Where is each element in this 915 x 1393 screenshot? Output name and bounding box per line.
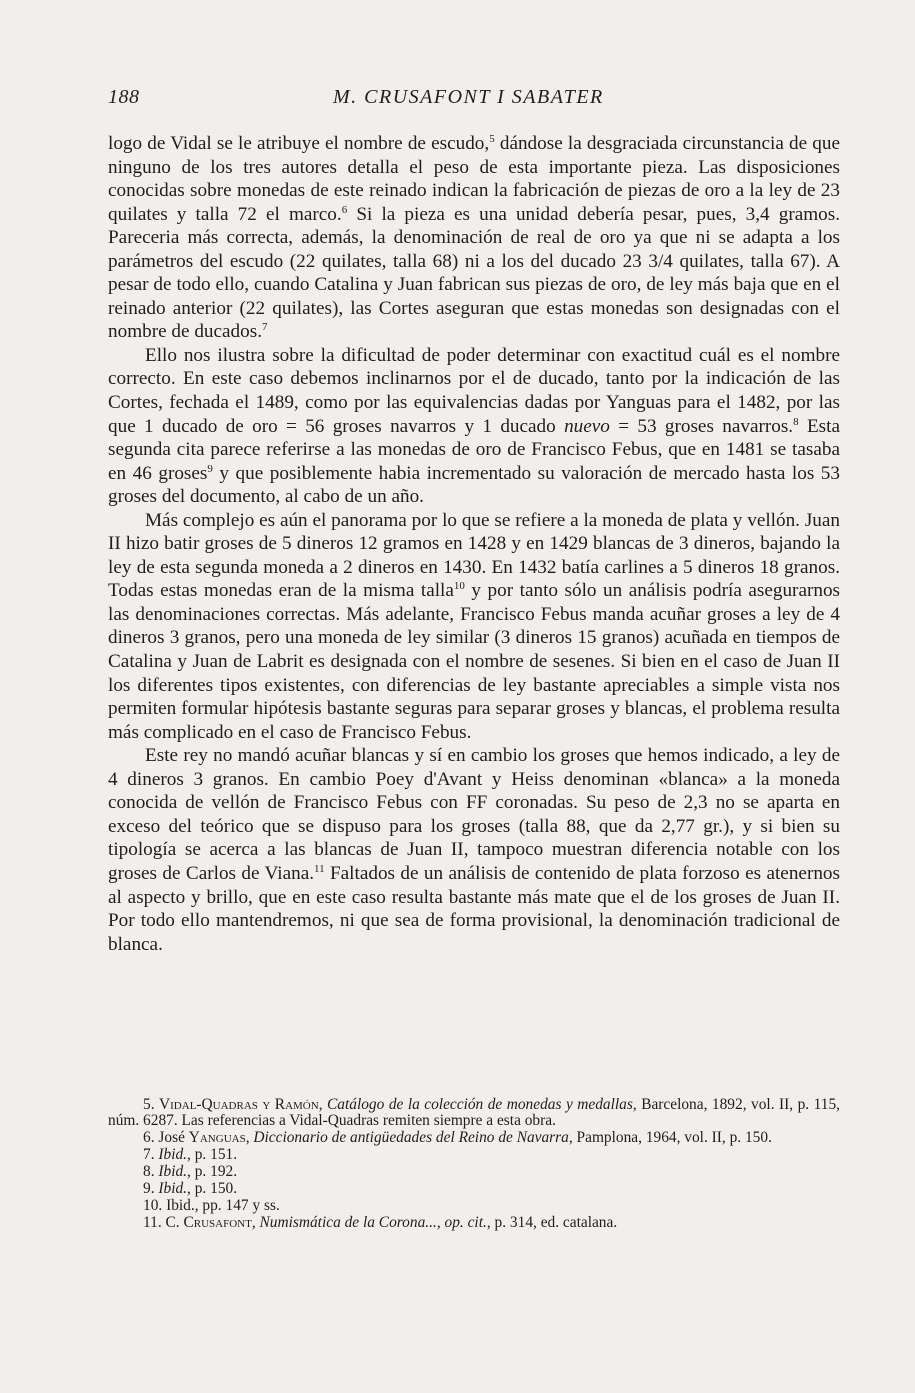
text-run: 8.	[143, 1163, 159, 1180]
footnote-ref: 11	[314, 862, 325, 875]
italic-text: Ibid.	[158, 1180, 188, 1197]
footnote-ref: 6	[341, 203, 348, 216]
text-run: y que posiblemente habia incrementado su valoración de mercado hasta los 53 groses del documento, al cabo de un año.	[108, 462, 840, 508]
text-run: = 53 groses navarros.	[609, 415, 794, 437]
text-run: 9.	[143, 1180, 159, 1197]
text-run: 11. C.	[143, 1214, 184, 1231]
text-run: Ello nos ilustra sobre la dificultad de poder determinar con exactitud cuál es el nombre correcto. En este caso debemos inclinarnos por el de ducado, tanto por la indicación de las Cortes, fechada el 1489, como por las equivalencias dadas por Yanguas para el 1482, por las que 1 ducado de oro = 56 groses navarros y 1 ducado	[108, 344, 840, 437]
text-run: Esta segunda cita parece referirse a las monedas de oro de Francisco Febus, que en 1481 se tasaba en 46 groses	[108, 415, 840, 484]
author-name: Vidal-Quadras y Ramón	[159, 1096, 319, 1113]
author-name: Crusafont	[183, 1214, 252, 1231]
footnote	[108, 1097, 840, 1129]
italic-text: Ibid.	[158, 1163, 188, 1180]
page-header	[108, 86, 848, 116]
footnote	[108, 1164, 840, 1180]
text-run: Este rey no mandó acuñar blancas y sí en cambio los groses que hemos indicado, a ley de 4 dineros 3 granos. En cambio Poey d'Avant y Heiss denominan «blanca» a la moneda conocida de vellón de Francisco Febus con FF coronadas. Su peso de 2,3 no se aparta en exceso del teórico que se dispuso para los groses (talla 88, que da 2,77 gr.), y si bien su tipología se acerca a las blancas de Juan II, tampoco muestran diferencia notable con los groses de Carlos de Viana.	[108, 745, 840, 884]
italic-text: op. cit.	[444, 1214, 487, 1231]
italic-text: nuevo	[564, 415, 610, 437]
text-run: ,	[251, 1214, 260, 1231]
text-run: ,	[245, 1129, 254, 1146]
text-run: , p. 151.	[187, 1146, 238, 1163]
footnotes	[108, 1097, 840, 1232]
text-run: 10. Ibid., pp. 147 y ss.	[143, 1197, 280, 1214]
paragraph	[108, 132, 840, 344]
footnote-ref: 7	[262, 321, 268, 334]
text-run: ,	[436, 1214, 445, 1231]
italic-text: Ibid.	[158, 1146, 188, 1163]
paragraph	[108, 744, 840, 956]
paragraph	[108, 509, 840, 744]
text-run: y por tanto sólo un análisis podría asegurarnos las denominaciones correctas. Más adelante, Francisco Febus manda acuñar groses a ley de 4 dineros 3 granos, pero una moneda de ley similar (3 dineros 15 granos) acuñada en tiempos de Catalina y Juan de Labrit es designada con el nombre de sesenes. Si bien en el caso de Juan II los diferentes tipos existentes, con diferencias de ley bastante apreciables a simple vista nos permiten formular hipótesis bastante seguras para separar groses y blancas, el problema resulta más complicado en el caso de Francisco Febus.	[108, 580, 841, 743]
footnote	[108, 1181, 840, 1197]
text-run: 5.	[143, 1096, 160, 1113]
footnote-ref: 10	[453, 580, 465, 593]
text-run: ,	[318, 1096, 328, 1113]
text-run: , p. 192.	[187, 1163, 238, 1180]
text-run: dándose la desgraciada circunstancia de que ninguno de los tres autores detalla el peso de esta importante pieza. Las disposiciones conocidas sobre monedas de este reinado indican la fabricación de piezas de oro a la ley de 23 quilates y talla 72 el marco.	[108, 133, 840, 225]
text-run: logo de Vidal se le atribuye el nombre de escudo,	[108, 133, 490, 154]
footnote-ref: 8	[793, 415, 799, 428]
page-number: 188	[108, 86, 140, 108]
footnote	[108, 1215, 840, 1231]
footnote	[108, 1147, 840, 1163]
text-run: , Pamplona, 1964, vol. II, p. 150.	[568, 1129, 772, 1146]
text-run: Si la pieza es una unidad debería pesar, pues, 3,4 gramos. Pareceria más correcta, además, la denominación de real de oro ya que ni se adapta a los parámetros del escudo (22 quilates, talla 68) ni a los del ducado 23 3/4 quilates, talla 67). A pesar de todo ello, cuando Catalina y Juan fabrican sus piezas de oro, de ley más baja que en el reinado anterior (22 quilates), las Cortes aseguran que estas monedas son designadas con el nombre de ducados.	[108, 203, 841, 343]
text-run: 7.	[143, 1146, 159, 1163]
italic-text: Numismática de la Corona...	[259, 1214, 437, 1231]
footnote-ref: 9	[207, 462, 213, 475]
footnote	[108, 1130, 840, 1146]
footnote-ref: 5	[489, 133, 495, 145]
running-head: M. CRUSAFONT I SABATER	[333, 86, 604, 108]
italic-text: Diccionario de antigüedades del Reino de Navarra	[253, 1129, 569, 1146]
text-run: , p. 314, ed. catalana.	[486, 1214, 618, 1231]
text-run: Más complejo es aún el panorama por lo que se refiere a la moneda de plata y vellón. Juan II hizo batir groses de 5 dineros 12 gramos en 1428 y en 1429 blancas de 3 dineros, bajando la ley de esta segunda moneda a 2 dineros en 1430. En 1432 batía carlines a 5 dineros 18 granos. Todas estas monedas eran de la misma talla	[108, 509, 840, 602]
footnote	[108, 1198, 840, 1214]
author-name: Yanguas	[188, 1129, 246, 1146]
text-run: , p. 150.	[187, 1180, 238, 1197]
text-run: 6. José	[143, 1129, 189, 1146]
body-text	[108, 132, 840, 956]
paragraph	[108, 344, 840, 509]
text-run: , Barcelona, 1892, vol. II, p. 115, núm. 6287. Las referencias a Vidal-Quadras remiten siempre a esta obra.	[108, 1096, 841, 1129]
text-run: Faltados de un análisis de contenido de plata forzoso es atenernos al aspecto y brillo, que en este caso resulta bastante más mate que el de los groses de Juan II. Por todo ello mantendremos, ni que sea de forma provisional, la denominación tradicional de blanca.	[108, 862, 840, 955]
italic-text: Catálogo de la colección de monedas y medallas	[327, 1096, 633, 1113]
